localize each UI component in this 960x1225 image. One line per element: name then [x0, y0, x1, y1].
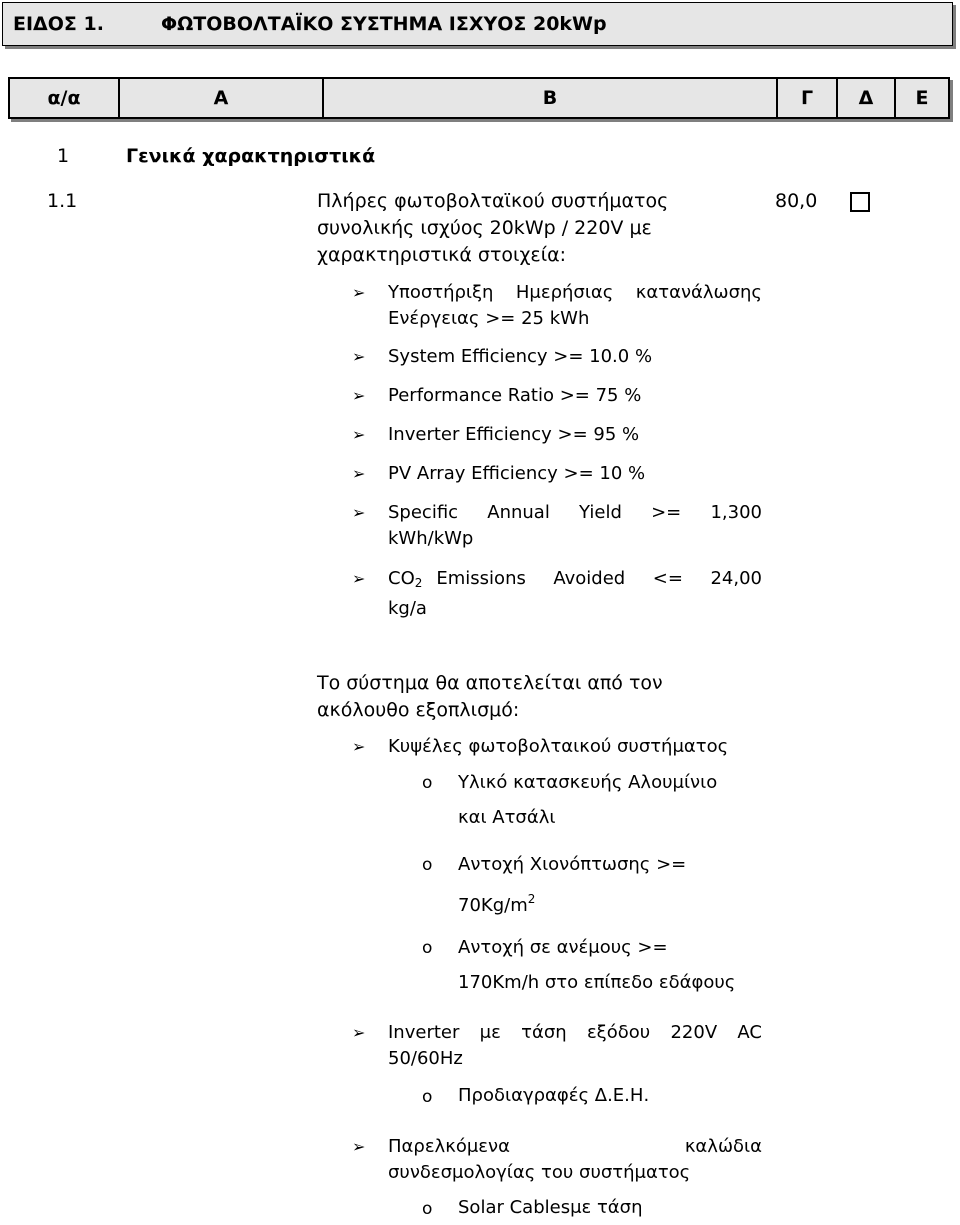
- sub-line: [458, 882, 768, 923]
- spec-line: Υποστήριξη Ημερήσιας κατανάλωσης: [388, 282, 762, 303]
- co2-label: [388, 566, 422, 596]
- co2-value: Emissions Avoided <= 24,00: [436, 568, 762, 589]
- cables-line: Παρελκόμενα καλώδια: [388, 1136, 762, 1157]
- panels-wind-load: [458, 930, 768, 1000]
- sub-line: Υλικό κατασκευής Αλουμίνιο: [458, 772, 718, 793]
- inverter-line: 50/60Hz: [388, 1048, 463, 1069]
- group-title: Γενικά χαρακτηριστικά: [126, 145, 376, 167]
- table-header: [8, 77, 950, 119]
- intro-line: Το σύστημα θα αποτελείται από τον: [317, 672, 663, 694]
- snow-load-exponent: 2: [527, 892, 536, 906]
- equipment-panels: Κυψέλες φωτοβολταικού συστήματος: [388, 736, 729, 757]
- column-header-g: Γ: [778, 79, 838, 117]
- spec-system-efficiency: System Efficiency >= 10.0 %: [388, 346, 653, 367]
- panels-snow-load: [458, 847, 768, 923]
- cables-solar: Solar Cablesμε τάση: [458, 1197, 643, 1218]
- arrow-bullet-icon: ➢: [352, 737, 366, 756]
- description-line: συνολικής ισχύος 20kWp / 220V με: [317, 217, 652, 239]
- spec-line: kWh/kWp: [388, 528, 474, 549]
- equipment-inverter: [388, 1020, 762, 1072]
- equipment-intro: [317, 670, 717, 724]
- intro-line: ακόλουθο εξοπλισμό:: [317, 699, 520, 721]
- description-line: Πλήρες φωτοβολταϊκού συστήματος: [317, 190, 669, 212]
- arrow-bullet-icon: ➢: [352, 347, 366, 366]
- spec-performance-ratio: Performance Ratio >= 75 %: [388, 385, 642, 406]
- inverter-line: Inverter με τάση εξόδου 220V AC: [388, 1022, 762, 1043]
- arrow-bullet-icon: ➢: [352, 1023, 366, 1042]
- item-price: 80,0: [775, 190, 818, 212]
- panels-material: [458, 765, 768, 835]
- spec-line: Ενέργειας >= 25 kWh: [388, 308, 590, 329]
- snow-load-value: 70Kg/m: [458, 895, 528, 916]
- sub-line: 170Km/h στο επίπεδο εδάφους: [458, 972, 736, 993]
- item-checkbox[interactable]: [850, 192, 870, 212]
- sub-line: και Ατσάλι: [458, 807, 556, 828]
- arrow-bullet-icon: ➢: [352, 386, 366, 405]
- spec-co2-avoided: [388, 566, 762, 622]
- section-label: ΕΙΔΟΣ 1.: [13, 13, 104, 35]
- group-number: 1: [57, 145, 70, 167]
- co2-prefix: CO: [388, 568, 415, 589]
- circle-bullet-icon: o: [422, 855, 433, 875]
- spec-line: Specific Annual Yield >= 1,300: [388, 502, 762, 523]
- spec-inverter-efficiency: Inverter Efficiency >= 95 %: [388, 424, 640, 445]
- circle-bullet-icon: o: [422, 773, 433, 793]
- sub-line: Αντοχή σε ανέμους >=: [458, 937, 668, 958]
- inverter-spec: Προδιαγραφές Δ.Ε.Η.: [458, 1085, 650, 1106]
- arrow-bullet-icon: ➢: [352, 464, 366, 483]
- arrow-bullet-icon: ➢: [352, 425, 366, 444]
- spec-line: kg/a: [388, 598, 427, 619]
- item-number: 1.1: [47, 190, 78, 212]
- circle-bullet-icon: o: [422, 1087, 433, 1107]
- circle-bullet-icon: o: [422, 1199, 433, 1219]
- equipment-cables: [388, 1134, 762, 1186]
- cables-line: συνδεσμολογίας του συστήματος: [388, 1162, 691, 1183]
- spec-line: [388, 566, 762, 596]
- arrow-bullet-icon: ➢: [352, 503, 366, 522]
- column-header-aa: α/α: [10, 79, 120, 117]
- arrow-bullet-icon: ➢: [352, 1137, 366, 1156]
- arrow-bullet-icon: ➢: [352, 283, 366, 302]
- column-header-b: Β: [324, 79, 778, 117]
- spec-pv-array-efficiency: PV Array Efficiency >= 10 %: [388, 463, 646, 484]
- column-header-e: Ε: [915, 87, 929, 109]
- co2-subscript: 2: [414, 576, 423, 590]
- sub-line: Αντοχή Χιονόπτωσης >=: [458, 854, 687, 875]
- arrow-bullet-icon: ➢: [352, 569, 366, 588]
- column-header-d: Δ: [838, 79, 896, 117]
- description-line: χαρακτηριστικά στοιχεία:: [317, 244, 567, 266]
- column-header-a: Α: [120, 79, 324, 117]
- item-description: [317, 188, 737, 269]
- section-title-bar: [2, 2, 953, 46]
- section-title: ΦΩΤΟΒΟΛΤΑΪΚΟ ΣΥΣΤΗΜΑ ΙΣΧΥΟΣ 20kWp: [161, 13, 607, 35]
- spec-daily-consumption: [388, 280, 762, 332]
- spec-annual-yield: [388, 500, 762, 552]
- circle-bullet-icon: o: [422, 938, 433, 958]
